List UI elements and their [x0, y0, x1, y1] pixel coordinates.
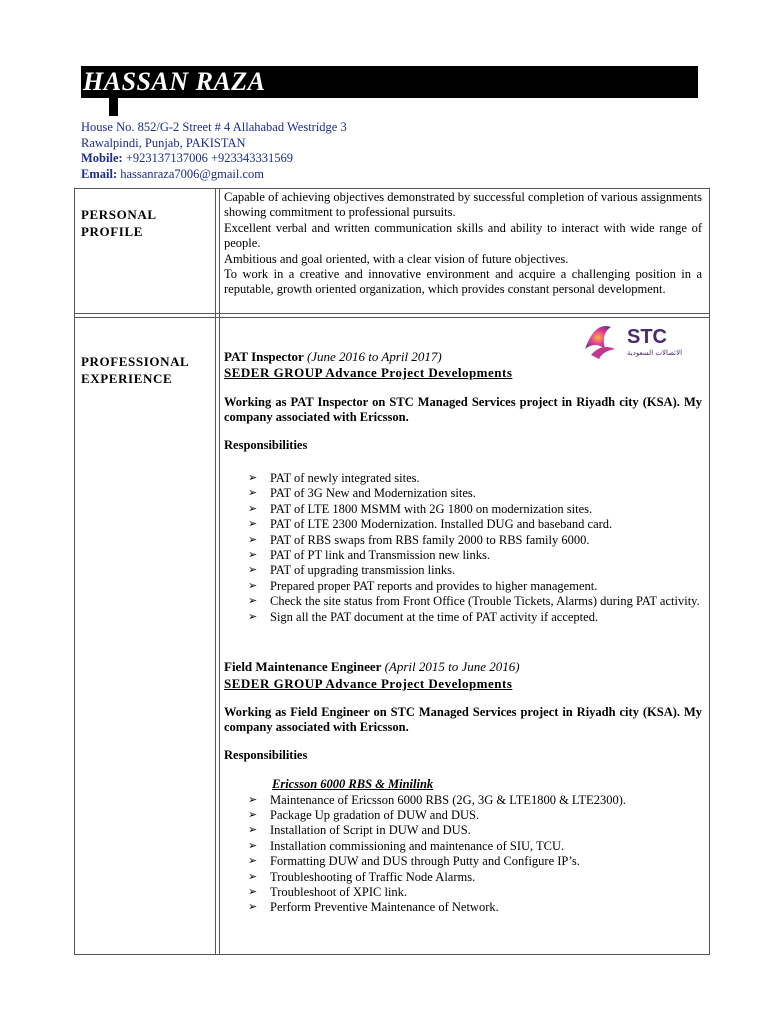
list-item: ➢ PAT of newly integrated sites. [248, 471, 420, 486]
bullet-arrow-icon: ➢ [248, 610, 258, 623]
list-item: ➢ Installation of Script in DUW and DUS. [248, 823, 471, 838]
list-item: ➢ PAT of upgrading transmission links. [248, 563, 456, 578]
section-label-line: PROFILE [81, 224, 143, 239]
bullet-arrow-icon: ➢ [248, 579, 258, 592]
job-entry [224, 349, 702, 625]
list-item: ➢ Troubleshooting of Traffic Node Alarms. [248, 869, 476, 884]
personal-profile-label [81, 206, 157, 240]
profile-line: To work in a creative and innovative environment and acquire a challenging position in a reputable, growth oriented organization, which provides constant personal development. [224, 267, 702, 297]
job-description: Working as Field Engineer on STC Managed Services project in Riyadh city (KSA). My company associated with Ericsson. [224, 704, 702, 735]
email-link[interactable]: hassanraza7006@gmail.com [120, 166, 264, 181]
job-title: PAT Inspector [224, 349, 304, 364]
contact-block [81, 120, 347, 182]
list-item: ➢ PAT of 3G New and Modernization sites. [248, 486, 476, 501]
job-description: Working as PAT Inspector on STC Managed Services project in Riyadh city (KSA). My company associated with Ericsson. [224, 394, 702, 425]
bullet-arrow-icon: ➢ [248, 824, 258, 837]
company-name: SEDER GROUP Advance Project Developments [224, 365, 513, 381]
job-dates: (June 2016 to April 2017) [306, 349, 442, 364]
email-line [81, 167, 347, 183]
list-item: ➢ PAT of RBS swaps from RBS family 2000 to RBS family 6000. [248, 532, 590, 547]
list-item: ➢ PAT of LTE 2300 Modernization. Installed DUG and baseband card. [248, 517, 613, 532]
profile-line: Excellent verbal and written communication skills and ability to interact with wide range of people. [224, 220, 702, 251]
cv-table [74, 188, 710, 955]
bullet-arrow-icon: ➢ [248, 533, 258, 546]
bullet-arrow-icon: ➢ [248, 472, 258, 485]
section-label-line: PERSONAL [81, 207, 157, 222]
list-item: ➢ Troubleshoot of XPIC link. [248, 884, 408, 899]
bullet-arrow-icon: ➢ [248, 518, 258, 531]
profile-line: Ambitious and goal oriented, with a clear vision of future objectives. [224, 251, 569, 266]
personal-profile-text [224, 190, 702, 298]
company-name: SEDER GROUP Advance Project Developments [224, 675, 513, 691]
list-item: ➢ Check the site status from Front Office (Trouble Tickets, Alarms) during PAT activity. [248, 594, 700, 609]
list-item: ➢ PAT of LTE 1800 MSMM with 2G 1800 on modernization sites. [248, 501, 593, 516]
list-item: ➢ Sign all the PAT document at the time of PAT activity if accepted. [248, 609, 599, 624]
list-item: ➢ Maintenance of Ericsson 6000 RBS (2G, 3G & LTE1800 & LTE2300). [248, 792, 626, 807]
section-label-line: PROFESSIONAL [81, 354, 190, 369]
bullet-arrow-icon: ➢ [248, 855, 258, 868]
responsibilities-list [224, 793, 702, 916]
professional-experience-label [81, 353, 189, 387]
list-item: ➢ PAT of PT link and Transmission new links. [248, 548, 490, 563]
list-item: ➢ Installation commissioning and maintenance of SIU, TCU. [248, 838, 565, 853]
email-label: Email: [81, 166, 118, 181]
bullet-arrow-icon: ➢ [248, 502, 258, 515]
row-divider [75, 313, 709, 314]
bullet-arrow-icon: ➢ [248, 549, 258, 562]
bullet-arrow-icon: ➢ [248, 870, 258, 883]
bullet-arrow-icon: ➢ [248, 595, 258, 608]
job-dates: (April 2015 to June 2016) [384, 659, 520, 675]
mobile-line [81, 151, 347, 167]
section-label-line: EXPERIENCE [81, 371, 173, 386]
list-item: ➢ Formatting DUW and DUS through Putty and Configure IP’s. [248, 854, 580, 869]
mobile-label: Mobile: [81, 151, 123, 165]
bullet-arrow-icon: ➢ [248, 839, 258, 852]
stc-arabic-text: الاتصالات السعودية [627, 349, 683, 357]
bullet-arrow-icon: ➢ [248, 487, 258, 500]
address-line-1: House No. 852/G-2 Street # 4 Allahabad Westridge 3 [81, 120, 347, 134]
profile-line: Capable of achieving objectives demonstrated by successful completion of various assignments showing commitment to professional pursuits. [224, 190, 702, 220]
responsibilities-list [224, 471, 702, 625]
svg-text:STC: STC [627, 326, 667, 348]
responsibilities-heading: Responsibilities [224, 437, 308, 452]
list-item: ➢ Prepared proper PAT reports and provides to higher management. [248, 578, 598, 593]
list-item: ➢ Perform Preventive Maintenance of Network. [248, 900, 499, 915]
list-item: ➢ Package Up gradation of DUW and DUS. [248, 807, 480, 822]
header-accent-block [109, 98, 118, 116]
bullet-arrow-icon: ➢ [248, 793, 258, 806]
name-header-bar [81, 66, 698, 98]
job-title: Field Maintenance Engineer [224, 659, 382, 675]
job-entry [224, 659, 702, 916]
column-divider-inner [219, 189, 220, 954]
bullet-arrow-icon: ➢ [248, 901, 258, 914]
candidate-name: HASSAN RAZA [83, 67, 266, 96]
equipment-subheading: Ericsson 6000 RBS & Minilink [272, 777, 434, 792]
column-divider [215, 189, 216, 954]
bullet-arrow-icon: ➢ [248, 885, 258, 898]
mobile-value: +923137137006 +923343331569 [125, 151, 294, 165]
experience-content [224, 349, 702, 916]
row-divider-inner [75, 317, 709, 318]
bullet-arrow-icon: ➢ [248, 808, 258, 821]
address-line-2: Rawalpindi, Punjab, PAKISTAN [81, 135, 246, 150]
responsibilities-heading: Responsibilities [224, 747, 308, 762]
bullet-arrow-icon: ➢ [248, 564, 258, 577]
